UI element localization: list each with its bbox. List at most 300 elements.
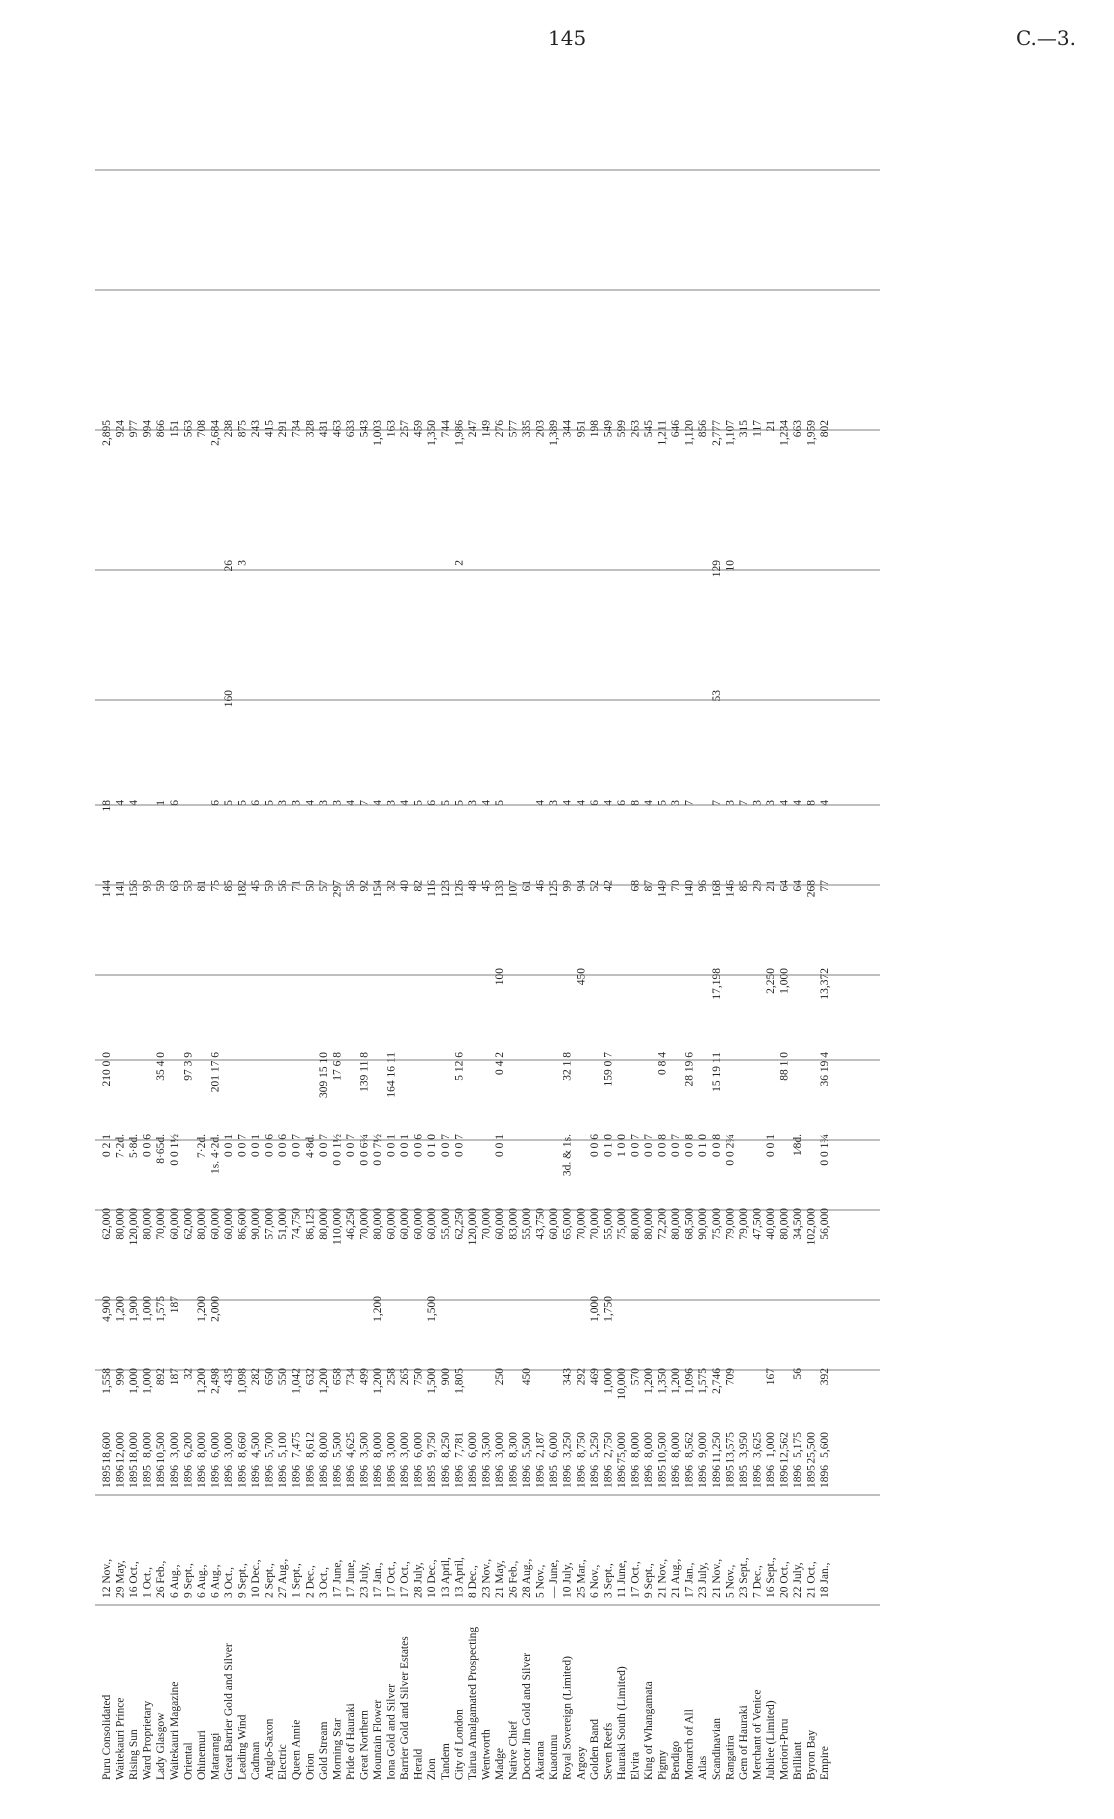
table-cell-date_day: 23 July,: [697, 1562, 710, 1598]
table-cell-c2: 1,000: [602, 1368, 615, 1394]
table-cell-c11: 3: [236, 560, 249, 566]
table-cell-c8: 64: [792, 880, 805, 892]
table-cell-c12: 802: [819, 420, 832, 438]
table-cell-c9: 8: [629, 800, 642, 806]
table-cell-c5: 0 0 6: [412, 1134, 425, 1157]
table-cell-c12: 646: [670, 420, 683, 438]
table-cell-year: 1896: [602, 1465, 615, 1488]
table-cell-c1: 13,575: [724, 1432, 737, 1464]
table-cell-name: Lady Glasgow: [155, 1712, 168, 1780]
table-cell-c4: 80,000: [670, 1208, 683, 1240]
table-cell-c1: 3,500: [358, 1432, 371, 1458]
table-cell-c9: 4: [399, 800, 412, 806]
table-cell-c3: 1,900: [128, 1296, 141, 1322]
table-cell-c2: 709: [724, 1368, 737, 1386]
table-cell-date_day: 6 Aug.,: [209, 1564, 222, 1598]
table-cell-c4: 40,000: [764, 1208, 777, 1240]
table-cell-year: 1896: [466, 1465, 479, 1488]
table-cell-c1: 5,700: [263, 1432, 276, 1458]
table-cell-name: Hauraki South (Limited): [615, 1666, 628, 1780]
table-cell-c5: 0 0 1: [222, 1134, 235, 1157]
table-cell-c1: 3,625: [751, 1432, 764, 1458]
table-cell-c6: 0 4 2: [493, 1052, 506, 1075]
table-cell-c8: 133: [493, 880, 506, 898]
table-cell-year: 1896: [114, 1465, 127, 1488]
table-cell-year: 1896: [697, 1465, 710, 1488]
table-cell-year: 1896: [209, 1465, 222, 1488]
table-cell-c9: 4: [128, 800, 141, 806]
table-cell-date_day: 6 Aug.,: [168, 1564, 181, 1598]
table-cell-c1: 6,000: [209, 1432, 222, 1458]
table-cell-c1: 1,000: [764, 1432, 777, 1458]
table-cell-c12: 463: [331, 420, 344, 438]
table-cell-c9: 4: [643, 800, 655, 806]
table-cell-c12: 247: [466, 420, 479, 438]
table-cell-c5: 0 0 1: [385, 1134, 398, 1157]
table-cell-c1: 5,175: [792, 1432, 805, 1458]
table-cell-c12: 1,120: [683, 420, 696, 446]
table-cell-c4: 68,500: [683, 1208, 696, 1240]
table-cell-c5: 0 0 6: [588, 1134, 601, 1157]
table-cell-c8: 63: [168, 880, 181, 892]
table-cell-c12: 238: [222, 420, 235, 438]
table-cell-c4: 90,000: [697, 1208, 710, 1240]
table-cell-date_day: 10 Dec.,: [426, 1559, 439, 1598]
table-cell-year: 1896: [521, 1465, 534, 1488]
table-cell-c9: 3: [277, 800, 290, 806]
table-cell-c12: 633: [344, 420, 357, 438]
table-cell-c9: 5: [656, 800, 669, 806]
table-cell-c4: 62,000: [182, 1208, 195, 1240]
table-cell-c7: 17,198: [710, 968, 723, 1000]
table-cell-c9: 3: [548, 800, 561, 806]
table-cell-c11: 10: [724, 560, 737, 572]
table-cell-name: Doctor Jim Gold and Silver: [521, 1652, 534, 1780]
table-cell-c9: 3: [724, 800, 737, 806]
table-cell-c1: 5,500: [331, 1432, 344, 1458]
table-cell-c10: 160: [222, 690, 235, 708]
table-cell-c12: 744: [439, 420, 452, 438]
table-cell-c9: 4: [114, 800, 127, 806]
table-cell-c3: 1,200: [372, 1296, 384, 1322]
table-cell-date_day: 18 Jan.,: [819, 1562, 832, 1598]
table-cell-name: Moriori-Puru: [778, 1718, 791, 1780]
table-cell-date_day: 6 Nov.,: [588, 1564, 601, 1598]
table-cell-c12: 977: [128, 420, 141, 438]
table-cell-c2: 1,200: [670, 1368, 683, 1394]
table-cell-year: 1896: [195, 1465, 208, 1488]
table-cell-c9: 3: [764, 800, 777, 806]
table-cell-date_day: 3 Oct.,: [317, 1567, 330, 1598]
table-cell-year: 1896: [317, 1465, 330, 1488]
table-cell-date_day: 21 Oct.,: [805, 1561, 818, 1598]
table-cell-year: 1896: [480, 1465, 493, 1488]
table-cell-c8: 144: [101, 880, 113, 898]
table-cell-c4: 86,600: [236, 1208, 249, 1240]
table-cell-c12: 257: [399, 420, 412, 438]
table-cell-year: 1895: [805, 1465, 818, 1488]
table-cell-name: Queen Annie: [290, 1719, 303, 1780]
table-cell-c5: 7·2d.: [195, 1134, 208, 1158]
table-cell-date_day: — June,: [548, 1559, 561, 1598]
table-cell-c12: 577: [507, 420, 520, 438]
table-cell-c8: 68: [629, 880, 642, 892]
table-cell-c2: 1,805: [453, 1368, 466, 1394]
table-cell-c1: 8,000: [643, 1432, 655, 1458]
table-cell-c5: 0 0 7: [439, 1134, 452, 1157]
table-cell-c8: 81: [195, 880, 208, 892]
table-cell-c10: 53: [710, 690, 723, 702]
page-reference: C.—3.: [1015, 26, 1076, 50]
table-cell-c1: 8,750: [575, 1432, 588, 1458]
table-cell-c12: 924: [114, 420, 127, 438]
table-cell-c2: 1,098: [236, 1368, 249, 1394]
table-cell-c9: 3: [751, 800, 764, 806]
table-cell-date_day: 21 Nov.,: [710, 1558, 723, 1598]
table-cell-year: 1896: [222, 1465, 235, 1488]
table-cell-year: 1896: [629, 1465, 642, 1488]
table-cell-c12: 117: [751, 420, 764, 437]
table-cell-year: 1895: [737, 1465, 750, 1488]
table-cell-c5: 0 0 6¾: [358, 1134, 371, 1166]
table-cell-c12: 1,986: [453, 420, 466, 446]
table-cell-c5: 0 0 1: [250, 1134, 263, 1157]
table-cell-c1: 8,562: [683, 1432, 696, 1458]
table-cell-c6: 28 19 6: [683, 1052, 696, 1087]
table-cell-name: Atlas: [697, 1755, 710, 1780]
table-cell-c4: 70,000: [575, 1208, 588, 1240]
table-cell-c4: 60,000: [222, 1208, 235, 1240]
table-cell-c6: 36 19 4: [819, 1052, 832, 1087]
table-cell-name: Tandem: [439, 1743, 452, 1780]
table-cell-c12: 415: [263, 420, 276, 438]
table-cell-c9: 4: [561, 800, 574, 806]
table-cell-name: Gold Stream: [317, 1721, 330, 1780]
table-cell-c3: 1,200: [195, 1296, 208, 1322]
table-cell-c6: 309 15 10: [317, 1052, 330, 1098]
table-cell-c8: 48: [466, 880, 479, 892]
table-cell-date_day: 22 July,: [792, 1562, 805, 1598]
table-cell-date_day: 17 June,: [331, 1559, 344, 1598]
table-cell-c9: 4: [372, 800, 384, 806]
table-cell-c12: 1,234: [778, 420, 791, 446]
table-cell-c12: 1,003: [372, 420, 384, 446]
table-cell-name: Monarch of All: [683, 1709, 696, 1780]
table-cell-c3: 1,000: [141, 1296, 154, 1322]
table-cell-c4: 75,000: [615, 1208, 628, 1240]
table-cell-c5: 0 0 1: [493, 1134, 506, 1157]
table-cell-c5: 4·8d.: [304, 1134, 317, 1158]
table-cell-c12: 1,389: [548, 420, 561, 446]
table-cell-c1: 12,000: [114, 1432, 127, 1464]
table-cell-c5: 0 0 7: [629, 1134, 642, 1157]
table-cell-c4: 60,000: [168, 1208, 181, 1240]
table-cell-c7: 13,372: [819, 968, 832, 1000]
table-cell-c12: 549: [602, 420, 615, 438]
table-cell-c9: 4: [344, 800, 357, 806]
table-cell-name: Royal Sovereign (Limited): [561, 1656, 574, 1780]
table-cell-c4: 55,000: [602, 1208, 615, 1240]
table-cell-c5: 0 0 8: [656, 1134, 669, 1157]
table-cell-c12: 263: [629, 420, 642, 438]
table-cell-c5: 0 0 6: [263, 1134, 276, 1157]
table-cell-year: 1896: [168, 1465, 181, 1488]
table-cell-date_day: 17 Oct.,: [385, 1561, 398, 1598]
table-cell-c1: 8,250: [439, 1432, 452, 1458]
table-cell-c2: 900: [439, 1368, 452, 1386]
table-cell-year: 1896: [236, 1465, 249, 1488]
table-cell-c1: 75,000: [615, 1432, 628, 1464]
table-cell-c3: 187: [168, 1296, 181, 1314]
table-cell-c5: 0 0 1: [764, 1134, 777, 1157]
table-cell-c1: 5,100: [277, 1432, 290, 1458]
table-cell-c1: 3,000: [222, 1432, 235, 1458]
table-cell-name: Pride of Hauraki: [344, 1703, 357, 1780]
table-cell-year: 1896: [344, 1465, 357, 1488]
table-cell-c9: 6: [426, 800, 439, 806]
table-cell-c12: 163: [385, 420, 398, 438]
table-cell-c6: 164 16 11: [385, 1052, 398, 1098]
table-cell-name: Scandinavian: [710, 1718, 723, 1780]
table-cell-name: Seven Reefs: [602, 1722, 615, 1780]
table-cell-c2: 435: [222, 1368, 235, 1386]
table-cell-c2: 1,500: [426, 1368, 439, 1394]
table-cell-c1: 8,000: [670, 1432, 683, 1458]
table-cell-c2: 734: [344, 1368, 357, 1386]
table-cell-c12: 291: [277, 420, 290, 438]
table-cell-c12: 1,211: [656, 420, 669, 446]
table-cell-date_day: 9 Sept.,: [643, 1563, 655, 1598]
table-cell-c3: 4,900: [101, 1296, 113, 1322]
table-cell-year: 1896: [561, 1465, 574, 1488]
table-cell-c8: 45: [250, 880, 263, 892]
table-cell-c8: 268: [805, 880, 818, 898]
table-cell-year: 1896: [493, 1465, 506, 1488]
table-cell-name: Mountain Flower: [372, 1699, 384, 1780]
table-cell-date_day: 7 Dec.,: [751, 1565, 764, 1598]
table-cell-year: 1896: [263, 1465, 276, 1488]
table-cell-date_day: 26 Feb.,: [507, 1560, 520, 1598]
table-cell-c5: 5·8d.: [128, 1134, 141, 1158]
table-cell-c9: 7: [683, 800, 696, 806]
table-cell-year: 1896: [778, 1465, 791, 1488]
table-cell-date_day: 23 Sept.,: [737, 1557, 750, 1598]
table-cell-c4: 60,000: [399, 1208, 412, 1240]
table-cell-c6: 159 0 7: [602, 1052, 615, 1087]
table-cell-c6: 0 8 4: [656, 1052, 669, 1075]
table-cell-c5: 0 1 0: [602, 1134, 615, 1157]
table-cell-c8: 126: [453, 880, 466, 898]
table-cell-c5: 8·65d.: [155, 1134, 168, 1164]
table-cell-c4: 80,000: [643, 1208, 655, 1240]
table-cell-c1: 2,750: [602, 1432, 615, 1458]
table-cell-c8: 123: [439, 880, 452, 898]
table-cell-c2: 250: [493, 1368, 506, 1386]
table-cell-c5: 0 1 0: [426, 1134, 439, 1157]
table-cell-date_day: 5 Nov.,: [724, 1564, 737, 1598]
table-cell-date_day: 8 Dec.,: [466, 1565, 479, 1598]
table-cell-c9: 4: [575, 800, 588, 806]
table-cell-c3: 1,000: [588, 1296, 601, 1322]
table-cell-c9: 6: [250, 800, 263, 806]
table-cell-c1: 9,000: [697, 1432, 710, 1458]
table-cell-c1: 8,000: [141, 1432, 154, 1458]
table-cell-date_day: 23 July,: [358, 1562, 371, 1598]
table-cell-name: Gem of Hauraki: [737, 1705, 750, 1780]
table-cell-date_day: 2 Dec.,: [304, 1565, 317, 1598]
table-cell-c12: 21: [764, 420, 777, 432]
table-cell-c1: 11,250: [710, 1432, 723, 1464]
table-cell-c8: 149: [656, 880, 669, 898]
table-cell-c4: 70,000: [155, 1208, 168, 1240]
table-cell-c11: 26: [222, 560, 235, 572]
table-cell-date_day: 10 Dec.,: [250, 1559, 263, 1598]
table-cell-c12: 344: [561, 420, 574, 438]
table-cell-c9: 8: [805, 800, 818, 806]
table-cell-c1: 8,000: [372, 1432, 384, 1458]
table-cell-year: 1896: [588, 1465, 601, 1488]
table-cell-c5: 1s. 4·2d.: [209, 1134, 222, 1174]
table-cell-c4: 55,000: [521, 1208, 534, 1240]
table-cell-c9: 3: [331, 800, 344, 806]
table-cell-c4: 120,000: [128, 1208, 141, 1246]
table-cell-c9: 5: [493, 800, 506, 806]
table-cell-c1: 8,660: [236, 1432, 249, 1458]
table-cell-c5: 0 0 2¾: [724, 1134, 737, 1166]
table-cell-c2: 392: [819, 1368, 832, 1386]
table-cell-c5: 3d. & 1s.: [561, 1134, 574, 1177]
table-cell-c9: 7: [737, 800, 750, 806]
table-cell-c2: 1,096: [683, 1368, 696, 1394]
table-cell-c8: 45: [480, 880, 493, 892]
table-cell-c4: 80,000: [629, 1208, 642, 1240]
table-cell-c4: 60,000: [209, 1208, 222, 1240]
table-cell-c4: 56,000: [819, 1208, 832, 1240]
table-cell-c6: 17 6 8: [331, 1052, 344, 1081]
table-cell-c5: 0 0 8: [683, 1134, 696, 1157]
table-cell-year: 1896: [792, 1465, 805, 1488]
table-cell-c12: 203: [534, 420, 547, 438]
table-cell-name: Great Northern: [358, 1710, 371, 1780]
table-cell-c9: 4: [534, 800, 547, 806]
table-cell-c6: 32 1 8: [561, 1052, 574, 1081]
table-cell-c12: 431: [317, 420, 330, 438]
table-cell-c5: 0 0 1¾: [819, 1134, 832, 1166]
table-cell-date_day: 28 July,: [412, 1562, 425, 1598]
table-cell-year: 1896: [643, 1465, 655, 1488]
table-cell-c2: 292: [575, 1368, 588, 1386]
table-cell-c7: 100: [493, 968, 506, 986]
table-cell-name: Tairua Amalgamated Prospecting: [466, 1626, 479, 1780]
table-cell-c5: 0 0 7: [290, 1134, 303, 1157]
table-cell-c1: 8,612: [304, 1432, 317, 1458]
table-cell-c4: 83,000: [507, 1208, 520, 1240]
table-cell-c1: 5,250: [588, 1432, 601, 1458]
table-cell-c12: 866: [155, 420, 168, 438]
table-cell-c8: 50: [304, 880, 317, 892]
table-cell-year: 1896: [764, 1465, 777, 1488]
table-cell-c8: 32: [385, 880, 398, 892]
table-cell-c4: 86,125: [304, 1208, 317, 1240]
table-cell-c1: 8,300: [507, 1432, 520, 1458]
table-cell-c1: 6,000: [466, 1432, 479, 1458]
table-cell-c8: 154: [372, 880, 384, 898]
table-cell-c2: 499: [358, 1368, 371, 1386]
table-cell-c8: 96: [697, 880, 710, 892]
table-cell-c8: 42: [602, 880, 615, 892]
table-cell-c11: 2: [453, 560, 466, 566]
table-cell-c8: 57: [317, 880, 330, 892]
table-cell-c5: 0 0 1: [399, 1134, 412, 1157]
table-cell-c5: 0 1 0: [697, 1134, 710, 1157]
table-cell-name: Waitekauri Prince: [114, 1697, 127, 1780]
table-cell-c8: 87: [643, 880, 655, 892]
table-cell-c8: 99: [561, 880, 574, 892]
table-cell-date_day: 10 July,: [561, 1562, 574, 1598]
table-cell-c2: 2,498: [209, 1368, 222, 1394]
table-cell-c2: 187: [168, 1368, 181, 1386]
table-cell-c2: 1,042: [290, 1368, 303, 1394]
table-cell-c4: 80,000: [141, 1208, 154, 1240]
table-cell-c4: 80,000: [114, 1208, 127, 1240]
table-cell-c9: 6: [588, 800, 601, 806]
table-cell-year: 1896: [710, 1465, 723, 1488]
table-cell-date_day: 2 Sept.,: [263, 1563, 276, 1598]
table-cell-c2: 282: [250, 1368, 263, 1386]
table-cell-c2: 990: [114, 1368, 127, 1386]
table-cell-year: 1896: [507, 1465, 520, 1488]
table-cell-c2: 1,350: [656, 1368, 669, 1394]
table-cell-c1: 8,000: [195, 1432, 208, 1458]
table-cell-c4: 75,000: [710, 1208, 723, 1240]
table-cell-c1: 18,600: [101, 1432, 113, 1464]
table-cell-c2: 658: [331, 1368, 344, 1386]
table-cell-year: 1896: [290, 1465, 303, 1488]
table-cell-year: 1896: [412, 1465, 425, 1488]
table-cell-c4: 60,000: [426, 1208, 439, 1240]
table-cell-c2: 167: [764, 1368, 777, 1386]
table-cell-c3: 1,200: [114, 1296, 127, 1322]
table-cell-c5: 1⁄8d.: [792, 1134, 805, 1157]
table-cell-c8: 182: [236, 880, 249, 898]
table-cell-c12: 994: [141, 420, 154, 438]
table-cell-name: Madge: [493, 1748, 506, 1780]
table-cell-date_day: 17 Jan.,: [372, 1562, 384, 1598]
table-cell-c7: 1,000: [778, 968, 791, 994]
table-cell-date_day: 5 Nov.,: [534, 1564, 547, 1598]
table-cell-year: 1896: [453, 1465, 466, 1488]
table-cell-year: 1896: [182, 1465, 195, 1488]
table-cell-c12: 543: [358, 420, 371, 438]
table-cell-date_day: 21 May,: [493, 1560, 506, 1598]
table-cell-name: Bendigo: [670, 1741, 683, 1780]
table-cell-year: 1895: [101, 1465, 113, 1488]
table-cell-name: Akarana: [534, 1741, 547, 1780]
table-cell-c8: 140: [683, 880, 696, 898]
table-cell-year: 1896: [250, 1465, 263, 1488]
table-cell-year: 1895: [128, 1465, 141, 1488]
table-cell-c12: 2,684: [209, 420, 222, 446]
table-cell-c1: 3,500: [480, 1432, 493, 1458]
table-cell-year: 1896: [372, 1465, 384, 1488]
table-cell-date_day: 17 June,: [344, 1559, 357, 1598]
table-cell-c9: 6: [168, 800, 181, 806]
table-cell-c8: 168: [710, 880, 723, 898]
table-cell-c1: 5,600: [819, 1432, 832, 1458]
table-cell-c12: 563: [182, 420, 195, 438]
table-cell-date_day: 21 Nov.,: [656, 1558, 669, 1598]
table-cell-year: 1895: [656, 1465, 669, 1488]
